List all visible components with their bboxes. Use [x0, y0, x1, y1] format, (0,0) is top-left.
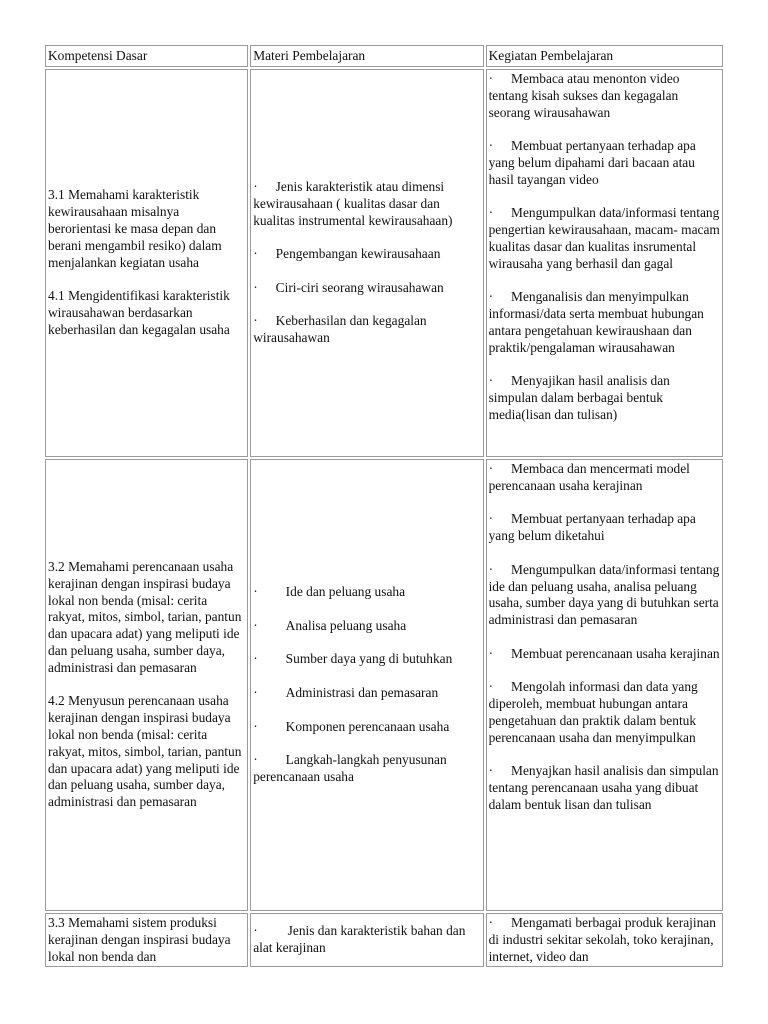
materi-item: · Sumber daya yang di butuhkan [253, 651, 453, 667]
bullet-icon: · [253, 246, 258, 262]
materi-cell [250, 913, 483, 967]
kegiatan-item: · Menyajkan hasil analisis dan simpulan tentang perencanaan usaha yang dibuat dalam bentuk lisan dan tulisan [488, 763, 719, 812]
kompetensi-cell [45, 913, 248, 967]
header-kompetensi-dasar: Kompetensi Dasar [45, 45, 248, 67]
kegiatan-item: · Membaca atau menonton video tentang kisah sukses dan kegagalan seorang wirausahawan [488, 71, 680, 120]
materi-item: · Ide dan peluang usaha [253, 584, 406, 600]
kegiatan-cell [486, 459, 723, 911]
kegiatan-cell [486, 69, 723, 457]
kegiatan-item: · Mengamati berbagai produk kerajinan di industri sekitar sekolah, toko kerajinan, internet, video dan [488, 915, 716, 964]
kompetensi-item: 3.3 Memahami sistem produksi kerajinan dengan inspirasi budaya lokal non benda dan [48, 915, 231, 964]
kompetensi-item: 4.1 Mengidentifikasi karakteristik wirausahawan berdasarkan keberhasilan dan kegagalan usaha [48, 288, 230, 337]
kompetensi-item: 4.2 Menyusun perencanaan usaha kerajinan dengan inspirasi budaya lokal non benda (misal: cerita rakyat, mitos, simbol, tarian, pantun dan upacara adat) yang meliputi ide dan peluang usaha, sumber daya, administrasi dan pemasaran [48, 693, 242, 810]
kegiatan-item: · Mengumpulkan data/informasi tentang pengertian kewirausahaan, macam- macam kualitas dasar dan kualitas insrumental wirausaha yang berhasil dan gagal [488, 205, 720, 271]
table-header-row [45, 45, 723, 67]
materi-cell [250, 459, 483, 911]
kegiatan-item: · Menyajikan hasil analisis dan simpulan dalam berbagai bentuk media(lisan dan tulisan) [488, 373, 670, 422]
bullet-icon: · [488, 645, 494, 661]
bullet-icon: · [253, 685, 258, 700]
document-page [43, 43, 725, 969]
bullet-icon: · [253, 313, 258, 329]
kegiatan-item: · Menganalisis dan menyimpulkan informasi/data serta membuat hubungan antara pengetahuan kewiraushaan dan praktik/pengalaman wirausahawan [488, 289, 704, 355]
bullet-icon: · [488, 763, 494, 779]
kegiatan-item: · Mengumpulkan data/informasi tentang ide dan peluang usaha, analisa peluang usaha, sumber daya yang di butuhkan serta administrasi dan pemasaran [488, 561, 720, 628]
kegiatan-item: · Membaca dan mencermati model perencanaan usaha kerajinan [488, 461, 690, 493]
kegiatan-cell [486, 913, 723, 967]
bullet-icon: · [488, 561, 494, 577]
materi-item: · Jenis karakteristik atau dimensi kewirausahaan ( kualitas dasar dan kualitas instrumental kewirausahaan) [253, 179, 453, 228]
materi-item: · Ciri-ciri seorang wirausahawan [253, 279, 444, 295]
materi-item: · Jenis dan karakteristik bahan dan alat kerajinan [253, 923, 466, 956]
kompetensi-item: 3.2 Memahami perencanaan usaha kerajinan dengan inspirasi budaya lokal non benda (misal: cerita rakyat, mitos, simbol, tarian, pantun dan upacara adat) yang meliputi ide dan peluang usaha, sumber daya, administrasi dan pemasaran [48, 559, 242, 675]
materi-item: · Keberhasilan dan kegagalan wirausahawan [253, 313, 427, 346]
bullet-icon: · [253, 584, 258, 600]
bullet-icon: · [253, 617, 258, 633]
materi-item: · Pengembangan kewirausahaan [253, 246, 441, 262]
bullet-icon: · [488, 138, 494, 154]
materi-item: · Administrasi dan pemasaran [253, 685, 439, 700]
kegiatan-item: · Membuat perencanaan usaha kerajinan [488, 645, 720, 661]
table-row [45, 913, 723, 967]
kompetensi-cell [45, 69, 248, 457]
materi-item: · Komponen perencanaan usaha [253, 718, 450, 734]
table-row [45, 459, 723, 911]
bullet-icon: · [488, 205, 494, 221]
bullet-icon: · [488, 915, 494, 930]
kegiatan-item: · Membuat pertanyaan terhadap apa yang belum diketahui [488, 511, 696, 544]
materi-item: · Analisa peluang usaha [253, 617, 407, 633]
header-kegiatan-pembelajaran: Kegiatan Pembelajaran [486, 45, 723, 67]
bullet-icon: · [488, 511, 494, 527]
materi-cell [250, 69, 483, 457]
bullet-icon: · [253, 179, 258, 195]
kegiatan-item: · Membuat pertanyaan terhadap apa yang belum dipahami dari bacaan atau hasil tayangan video [488, 138, 696, 187]
materi-item: · Langkah-langkah penyusunan perencanaan usaha [253, 752, 447, 784]
bullet-icon: · [253, 923, 258, 939]
bullet-icon: · [488, 71, 494, 86]
bullet-icon: · [253, 752, 258, 768]
bullet-icon: · [488, 461, 494, 476]
bullet-icon: · [488, 289, 494, 305]
kompetensi-cell [45, 459, 248, 911]
bullet-icon: · [253, 718, 258, 734]
bullet-icon: · [488, 373, 494, 389]
header-materi-pembelajaran: Materi Pembelajaran [250, 45, 483, 67]
bullet-icon: · [488, 679, 494, 695]
bullet-icon: · [253, 279, 258, 295]
kompetensi-item: 3.1 Memahami karakteristik kewirausahaan misalnya berorientasi ke masa depan dan berani mengambil resiko) dalam menjalankan kegiatan usaha [48, 187, 222, 270]
syllabus-table [43, 43, 725, 969]
bullet-icon: · [253, 651, 258, 667]
table-row [45, 69, 723, 457]
kegiatan-item: · Mengolah informasi dan data yang diperoleh, membuat hubungan antara pengetahuan dan praktik dalam bentuk perencanaan usaha dan menyimpulkan [488, 679, 698, 745]
